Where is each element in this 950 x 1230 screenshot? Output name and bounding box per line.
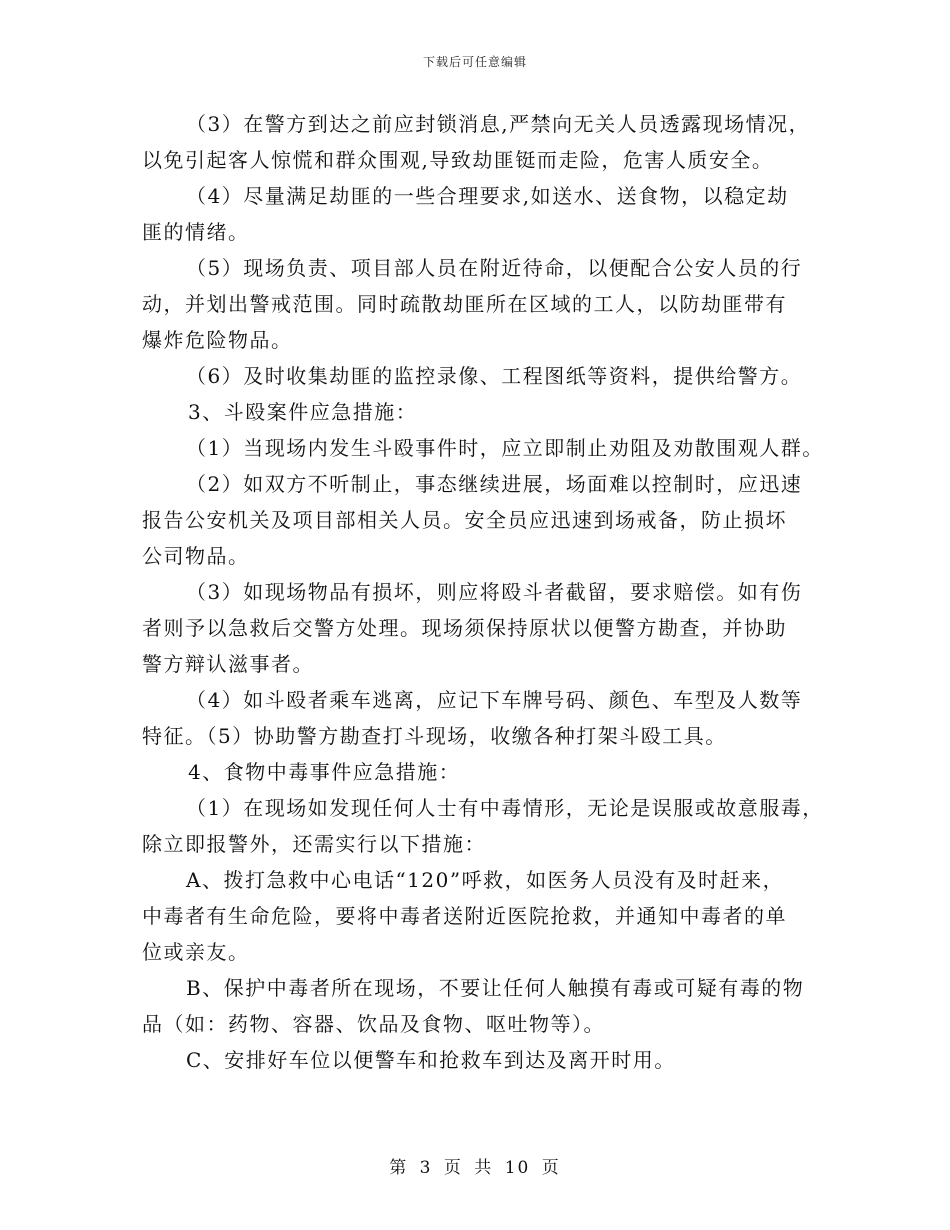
text-line: （4）如斗殴者乘车逃离，应记下车牌号码、颜色、车型及人数等 [186, 688, 803, 712]
text-line: 爆炸危险物品。 [142, 328, 293, 352]
text-line: 中毒者有生命危险，要将中毒者送附近医院抢救，并通知中毒者的单 [142, 904, 787, 928]
text-line: 匪的情绪。 [142, 220, 250, 244]
text-line: （1）当现场内发生斗殴事件时，应立即制止劝阻及劝散围观人群。 [186, 436, 824, 460]
text-line: （3）在警方到达之前应封锁消息,严禁向无关人员透露现场情况， [186, 112, 811, 136]
text-line: 公司物品。 [142, 544, 250, 568]
document-body [142, 106, 822, 1078]
page-header: 下载后可任意编辑 [422, 55, 527, 69]
text-line: C、安排好车位以便警车和抢救车到达及离开时用。 [186, 1048, 676, 1072]
text-line: 警方辩认滋事者。 [142, 652, 314, 676]
text-line: （2）如双方不听制止，事态继续进展，场面难以控制时，应迅速 [186, 472, 803, 496]
section-heading: 4、食物中毒事件应急措施： [188, 760, 461, 784]
text-line: 位或亲友。 [142, 940, 250, 964]
text-line: （5）现场负责、项目部人员在附近待命，以便配合公安人员的行 [186, 256, 803, 280]
text-line: （4）尽量满足劫匪的一些合理要求,如送水、送食物，以稳定劫 [186, 184, 789, 208]
text-line: （6）及时收集劫匪的监控录像、工程图纸等资料，提供给警方。 [186, 364, 803, 388]
text-line: 除立即报警外，还需实行以下措施： [142, 832, 486, 856]
text-line: A、拨打急救中心电话“120”呼救，如医务人员没有及时赶来， [186, 868, 785, 892]
page-number: 第 3 页 共 10 页 [389, 1158, 561, 1178]
text-line: 报告公安机关及项目部相关人员。安全员应迅速到场戒备，防止损坏 [142, 508, 787, 532]
text-line: （1）在现场如发现任何人士有中毒情形，无论是误服或故意服毒， [186, 796, 824, 820]
text-line: （3）如现场物品有损坏，则应将殴斗者截留，要求赔偿。如有伤 [186, 580, 803, 604]
text-line: 特征。（5）协助警方勘查打斗现场，收缴各种打架斗殴工具。 [142, 724, 727, 748]
text-line: 品（如：药物、容器、饮品及食物、呕吐物等）。 [142, 1012, 605, 1036]
text-line: 动，并划出警戒范围。同时疏散劫匪所在区域的工人，以防劫匪带有 [142, 292, 787, 316]
text-line: 以免引起客人惊慌和群众围观,导致劫匪铤而走险，危害人质安全。 [142, 148, 774, 172]
text-line: 者则予以急救后交警方处理。现场须保持原状以便警方勘查，并协助 [142, 616, 787, 640]
section-heading: 3、斗殴案件应急措施： [188, 400, 418, 424]
text-line: B、保护中毒者所在现场，不要让任何人触摸有毒或可疑有毒的物 [186, 976, 805, 1000]
